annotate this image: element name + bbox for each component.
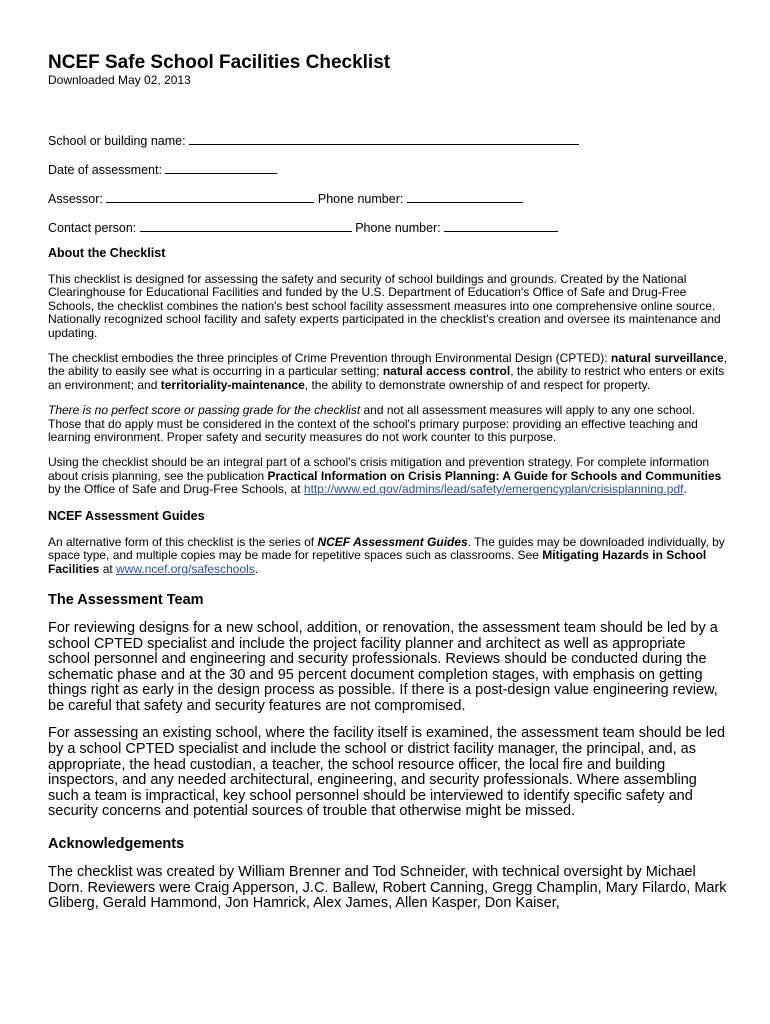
date-label: Date of assessment: <box>48 163 162 177</box>
acknowledgements-heading: Acknowledgements <box>48 836 185 853</box>
date-field[interactable] <box>165 158 277 174</box>
school-name-label: School or building name: <box>48 134 186 148</box>
about-heading: About the Checklist <box>48 246 166 260</box>
team-heading: The Assessment Team <box>48 591 204 608</box>
crisis-planning-link[interactable]: http://www.ed.gov/admins/lead/safety/emergencyplan/crisisplanning.pdf <box>303 482 684 497</box>
assessor-field[interactable] <box>106 187 314 203</box>
page-title: NCEF Safe School Facilities Checklist <box>48 52 391 73</box>
contact-phone-label: Phone number: <box>355 221 441 235</box>
about-paragraph-4: Using the checklist should be an integral part of a school's crisis mitigation and prevention strategy. For complete information about crisis planning, see the publication Practical Information on Crisis Planning: A Guide for Schools and Communities by the Office of Safe and Drug-Free Schools, at http://www.ed.gov/admins/lead/safety/emergencyplan/crisisplanning.pdf. <box>48 455 722 497</box>
school-name-field[interactable] <box>189 129 579 145</box>
safeschools-link[interactable]: www.ncef.org/safeschools <box>116 561 255 576</box>
contact-label: Contact person: <box>48 221 137 235</box>
assessor-label: Assessor: <box>48 192 103 206</box>
contact-phone-field[interactable] <box>444 216 558 232</box>
document-page <box>48 52 728 924</box>
acknowledgements-paragraph: The checklist was created by William Brenner and Tod Schneider, with technical oversight by Michael Dorn. Reviewers were Craig Apperson, J.C. Ballew, Robert Canning, Gregg Champlin, Mary Filardo, Mark Gliberg, Gerald Hammond, Jon Hamrick, Alex James, Allen Kasper, Don Kaiser, <box>48 864 727 912</box>
contact-field[interactable] <box>140 216 352 232</box>
team-paragraph-2: For assessing an existing school, where the facility itself is examined, the assessment team should be led by a school CPTED specialist and include the school or district facility manager, the principal, and, as appropriate, the head custodian, a teacher, the school resource officer, the local fire and building inspectors, and any needed architectural, engineering, and security professionals. Where assembling such a team is impractical, key school personnel should be interviewed to identify specific safety and security concerns and potential sources of trouble that otherwise might be missed. <box>48 725 726 820</box>
assessor-phone-field[interactable] <box>407 187 523 203</box>
contact-row <box>48 216 728 245</box>
about-paragraph-2: The checklist embodies the three principles of Crime Prevention through Environmental Design (CPTED): natural surveillance, the ability to easily see what is occurring in a particular setting; natural access control, the ability to restrict who enters or exits an environment; and territoriality-maintenance, the ability to demonstrate ownership of and respect for property. <box>48 351 727 392</box>
assessor-row <box>48 187 728 216</box>
assessment-form <box>48 129 728 245</box>
school-name-row <box>48 129 728 158</box>
guides-heading: NCEF Assessment Guides <box>48 508 205 523</box>
about-paragraph-1: This checklist is designed for assessing the safety and security of school buildings and grounds. Created by the National Clearinghouse for Educational Facilities and funded by the U.S. Department of Education's Office of Safe and Drug-Free Schools, the checklist combines the nation's best school facility assessment measures into one comprehensive online source. Nationally recognized school facility and safety experts participated in the checklist's creation and oversee its maintenance and updating. <box>48 272 721 340</box>
guides-paragraph: An alternative form of this checklist is the series of NCEF Assessment Guides. The guides may be downloaded individually, by space type, and multiple copies may be made for repetitive spaces such as classrooms. See Mitigating Hazards in School Facilities at www.ncef.org/safeschools. <box>48 534 725 576</box>
date-row <box>48 158 728 187</box>
assessor-phone-label: Phone number: <box>317 192 404 206</box>
download-date: Downloaded May 02, 2013 <box>48 73 191 87</box>
about-paragraph-3: There is no perfect score or passing grade for the checklist and not all assessment measures will apply to any one school. Those that do apply must be considered in the context of the school's primary purpose: providing an effective teaching and learning environment. Proper safety and security measures do not work counter to this purpose. <box>48 403 698 445</box>
team-paragraph-1: For reviewing designs for a new school, addition, or renovation, the assessment team should be led by a school CPTED specialist and include the project facility planner and architect as well as appropriate school personnel and engineering and security professionals. Reviews should be conducted during the schematic phase and at the 30 and 95 percent document completion stages, with emphasis on getting things right as early in the design process as possible. If there is a post-design value engineering review, be careful that safety and security features are not compromised. <box>48 619 718 714</box>
